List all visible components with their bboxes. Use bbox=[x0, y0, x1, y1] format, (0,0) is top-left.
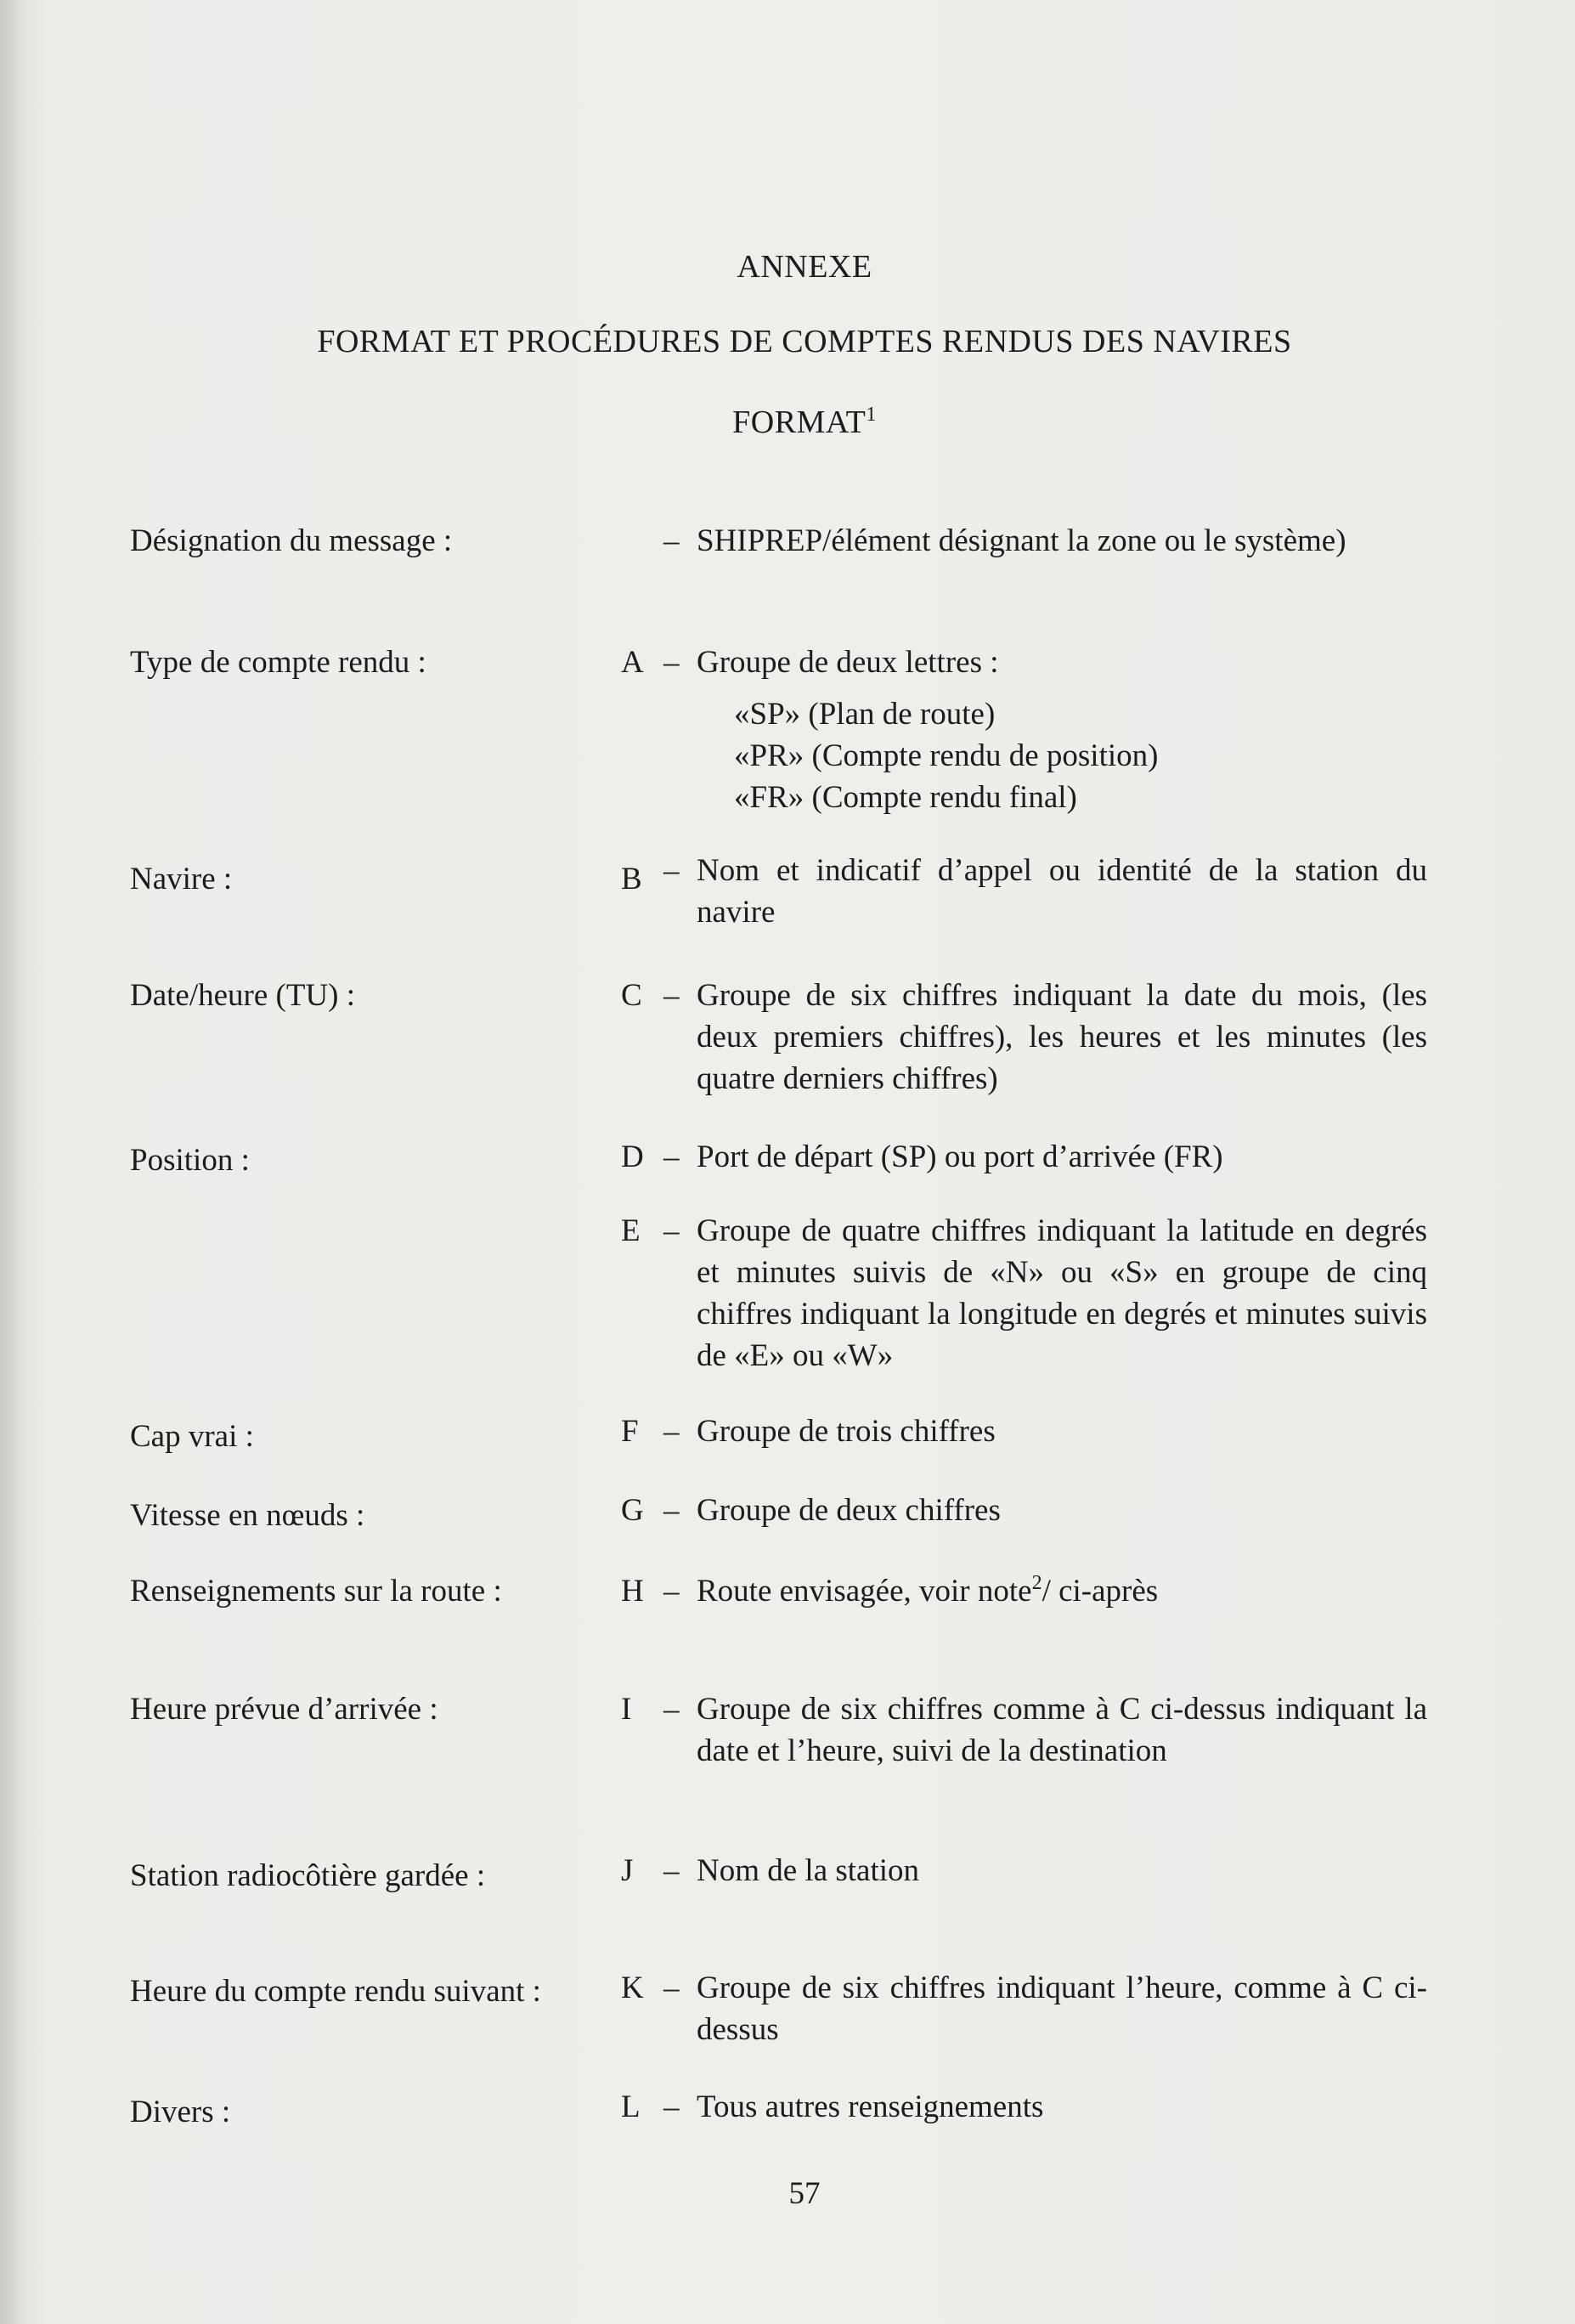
row-dash: – bbox=[663, 523, 680, 558]
field-label: Vitesse en nœuds : bbox=[130, 1498, 365, 1533]
field-letter: G bbox=[621, 1493, 644, 1528]
row-dash: – bbox=[663, 1139, 680, 1174]
row-dash: – bbox=[663, 1414, 680, 1449]
field-label: Cap vrai : bbox=[130, 1419, 254, 1454]
row-dash: – bbox=[663, 2089, 680, 2124]
field-description bbox=[697, 1570, 1427, 1612]
field-letter: H bbox=[621, 1574, 644, 1609]
field-letter: K bbox=[621, 1971, 644, 2005]
field-description: Groupe de six chiffres comme à C ci-dessus indiquant la date et l’heure, suivi de la destination bbox=[697, 1692, 1427, 1768]
field-description: Groupe de quatre chiffres indiquant la latitude en degrés et minutes suivis de «N» ou «S» en groupe de cinq chiffres indiquant la longitude en degrés et minutes suivis de «E» ou «W» bbox=[697, 1213, 1427, 1373]
row-dash: – bbox=[663, 1574, 680, 1609]
report-type-option-sp: «SP» (Plan de route) bbox=[734, 697, 996, 732]
row-dash: – bbox=[663, 978, 680, 1013]
field-label: Renseignements sur la route : bbox=[130, 1574, 502, 1609]
field-description-text: Groupe de deux lettres : bbox=[697, 645, 999, 680]
report-type-option-fr: «FR» (Compte rendu final) bbox=[734, 780, 1077, 815]
field-letter: L bbox=[621, 2089, 641, 2124]
field-letter: J bbox=[621, 1853, 634, 1888]
field-description: Port de départ (SP) ou port d’arrivée (FR) bbox=[697, 1139, 1223, 1174]
field-description: Nom et indicatif d’appel ou identité de la station du navire bbox=[697, 853, 1427, 930]
row-dash: – bbox=[663, 1692, 680, 1727]
field-letter: A bbox=[621, 645, 644, 680]
field-description: Groupe de six chiffres indiquant l’heure, comme à C ci-dessus bbox=[697, 1971, 1427, 2047]
field-letter: C bbox=[621, 978, 642, 1013]
annex-title: FORMAT ET PROCÉDURES DE COMPTES RENDUS DES NAVIRES bbox=[317, 324, 1292, 359]
field-label: Position : bbox=[130, 1143, 250, 1178]
row-dash: – bbox=[663, 1971, 680, 2005]
page-number: 57 bbox=[788, 2176, 821, 2211]
field-description bbox=[697, 642, 1427, 818]
field-label: Navire : bbox=[130, 862, 233, 896]
field-label: Heure prévue d’arrivée : bbox=[130, 1692, 438, 1727]
field-letter: F bbox=[621, 1414, 639, 1449]
footnote-ref-2: 2 bbox=[1031, 1572, 1042, 1594]
page-gutter-shadow bbox=[0, 0, 24, 2324]
field-letter: D bbox=[621, 1139, 644, 1174]
format-heading-text: FORMAT bbox=[732, 404, 867, 440]
field-label: Station radiocôtière gardée : bbox=[130, 1858, 486, 1893]
field-description: Groupe de six chiffres indiquant la date du mois, (les deux premiers chiffres), les heures et les minutes (les quatre derniers chiffres) bbox=[697, 978, 1427, 1096]
field-letter: E bbox=[621, 1213, 641, 1248]
field-description: Tous autres renseignements bbox=[697, 2089, 1044, 2124]
field-label: Type de compte rendu : bbox=[130, 645, 426, 680]
field-description-text-end: / ci-après bbox=[1042, 1574, 1159, 1609]
field-description: Groupe de trois chiffres bbox=[697, 1414, 996, 1449]
format-heading bbox=[34, 404, 1575, 441]
row-dash: – bbox=[663, 1493, 680, 1528]
field-description: Nom de la station bbox=[697, 1853, 920, 1888]
row-dash: – bbox=[663, 645, 680, 680]
field-description-text: Route envisagée, voir note bbox=[697, 1574, 1032, 1609]
field-description: Groupe de deux chiffres bbox=[697, 1493, 1001, 1528]
field-letter: I bbox=[621, 1692, 632, 1727]
field-label: Désignation du message : bbox=[130, 523, 453, 558]
row-dash: – bbox=[663, 1853, 680, 1888]
field-label: Date/heure (TU) : bbox=[130, 978, 356, 1013]
field-label: Divers : bbox=[130, 2095, 231, 2129]
annex-heading: ANNEXE bbox=[737, 249, 872, 285]
footnote-ref-1: 1 bbox=[866, 404, 877, 426]
report-type-option-pr: «PR» (Compte rendu de position) bbox=[734, 738, 1159, 773]
field-label: Heure du compte rendu suivant : bbox=[130, 1974, 541, 2009]
field-letter: B bbox=[621, 862, 642, 896]
field-description: SHIPREP/élément désignant la zone ou le système) bbox=[697, 523, 1346, 558]
row-dash: – bbox=[663, 853, 680, 888]
row-dash: – bbox=[663, 1213, 680, 1248]
